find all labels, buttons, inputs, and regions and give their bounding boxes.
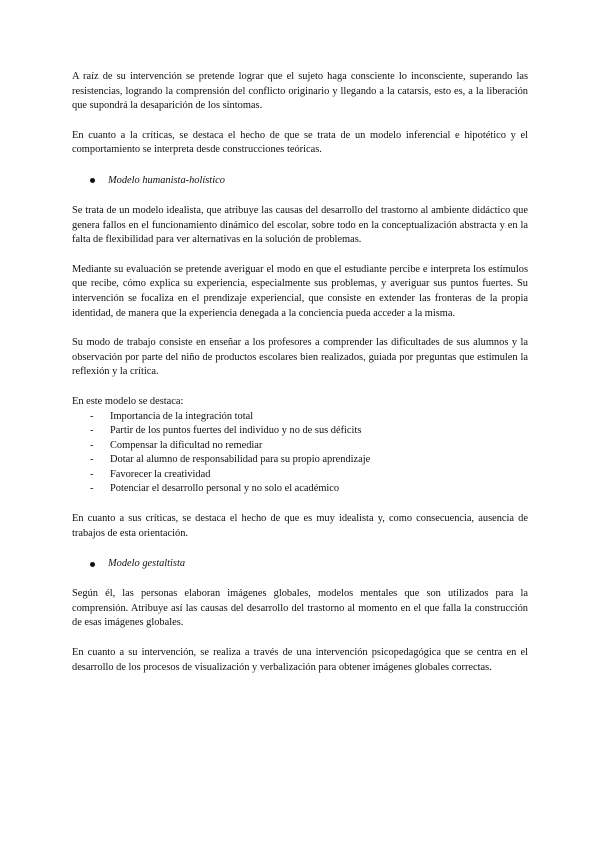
list-item: - Potenciar el desarrollo personal y no solo el académico	[90, 483, 340, 495]
bullet-icon	[90, 178, 95, 183]
list-item: - Importancia de la integración total	[90, 410, 254, 422]
list-item: - Dotar al alumno de responsabilidad para su propio aprendizaje	[90, 454, 371, 466]
paragraph: En cuanto a su intervención, se realiza a través de una intervención psicopedagógica que se centra en el desarrollo de los procesos de visualización y verbalización para obtener imágenes globales correctas.	[72, 647, 528, 673]
list-item: - Partir de los puntos fuertes del individuo y no de sus déficits	[90, 425, 362, 437]
document-body	[72, 70, 528, 675]
paragraph: Su modo de trabajo consiste en enseñar a los profesores a comprender las dificultades de sus alumnos y la observación por parte del niño de productos escolares bien realizados, guiada por preguntas que estimulen la reflexión y la crítica.	[72, 337, 528, 378]
feature-list	[72, 410, 528, 498]
paragraph: Según él, las personas elaboran imágenes globales, modelos mentales que son utilizados para la comprensión. Atribuye así las causas del desarrollo del trastorno al momento en el que falla la construcción de esas imágenes globales.	[72, 588, 528, 629]
list-item: - Favorecer la creatividad	[90, 468, 211, 480]
paragraph: Se trata de un modelo idealista, que atribuye las causas del desarrollo del trastorno al ambiente didáctico que genera fallos en el funcionamiento dinámico del escolar, sobre todo en la conceptualización abstracta y en la falta de flexibilidad para ver alternativas en la solución de problemas.	[72, 204, 528, 246]
paragraph: Mediante su evaluación se pretende averiguar el modo en que el estudiante percibe e interpreta los estímulos que recibe, cómo explica su experiencia, especialmente sus problemas, y averiguar sus puntos fuertes. Su intervención se focaliza en el prendizaje experiencial, que consiste en extender las fronteras de la propia identidad, de manera que la experiencia denegada a la conciencia pueda acceder a la misma.	[72, 263, 528, 319]
list-intro: En este modelo se destaca:	[72, 395, 184, 407]
paragraph: En cuanto a sus críticas, se destaca el hecho de que es muy idealista y, como consecuencia, ausencia de trabajos de esta orientación.	[72, 513, 528, 539]
paragraph: A raíz de su intervención se pretende lograr que el sujeto haga consciente lo inconsciente, superando las resistencias, logrando la comprensión del conflicto originario y llegando a la catarsis, esto es, a la liberación que supondrá la desaparición de los síntomas.	[72, 71, 528, 112]
bullet-icon	[90, 562, 95, 567]
section-heading: Modelo humanista-holístico	[72, 173, 528, 189]
list-item: - Compensar la dificultad no remediar	[90, 439, 263, 451]
paragraph: En cuanto a la críticas, se destaca el hecho de que se trata de un modelo inferencial e hipotético y el comportamiento se interpreta desde construcciones teóricas.	[72, 129, 528, 156]
section-heading: Modelo gestaltista	[72, 556, 528, 572]
